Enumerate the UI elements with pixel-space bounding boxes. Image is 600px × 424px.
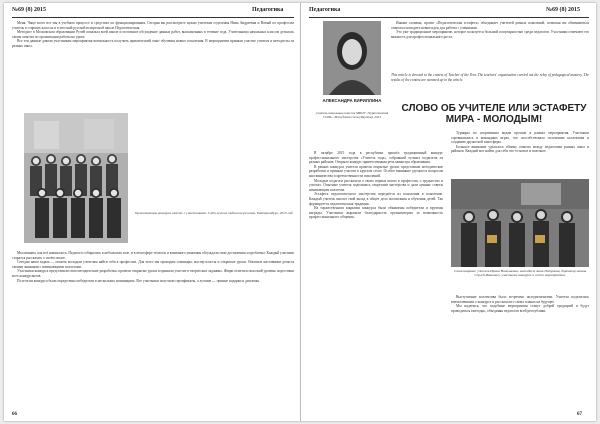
paragraph: Эстафета педагогического мастерства передаётся из поколения в поколение. Каждый учитель вносит свой вклад в общее дело воспитания и обучения детей. Так формируется педагогическая традиция. <box>309 192 443 206</box>
photo-caption: Организаторы конкурса вместе с участниками. Слёт лучших педагогов региона, Екатеринбург, 2015 год. <box>134 211 294 215</box>
paragraph: В рамках конкурса учителя провели открытые уроки, представили методические разработки и приняли участие в круглом столе. Особое внимание уделялось вопросам наставничества и преемственности поколений. <box>309 164 443 178</box>
author-photo <box>323 21 381 95</box>
author-title: учитель начальных классов МБОУ «Чурапчинская СОШ», Республика Саха (Якутия), 2015 <box>315 111 389 120</box>
article-headline: СЛОВО ОБ УЧИТЕЛЕ ИЛИ ЭСТАФЕТУ МИРА - МОЛОДЫМ! <box>401 103 587 125</box>
group-photo <box>24 113 128 243</box>
section-title: Педагогика <box>309 7 341 13</box>
paragraph: Это уже традиционное мероприятие, которое пользуется большой популярностью среди педагогов. Участники отмечают его важность для профессионального роста. <box>391 30 589 39</box>
paragraph: В октябре 2015 года в республике прошёл традиционный конкурс профессионального мастерства «Учитель года», собравший лучших педагогов из разных районов. Открыла конкурс приветственная речь министра образования. <box>309 151 443 165</box>
header-rule <box>12 17 294 18</box>
paragraph: Иными словами, проект «Педагогическая эстафета» объединяет учителей разных поколений, позволяя им обмениваться опытом и находить новые идеи для работы с учениками. <box>391 21 589 30</box>
group-photo-image <box>24 113 128 243</box>
paragraph: Методист в Московском образовании Ручей показала всей школе и поэтапное обсуждение данных работ, выполненных в течение года. Учительница начальных классов делилась своим опытом по организации работы на уроке. <box>12 30 294 39</box>
article-column-right-bottom <box>451 295 589 409</box>
article-column-left <box>309 151 443 409</box>
section-title: Педагогика <box>252 7 284 13</box>
left-page <box>4 3 300 421</box>
author-name: АЛЕКСАНДРА КИРИЛЛИНА <box>322 98 382 103</box>
paragraph: Сегодня наша задача — помочь молодым учителям найти себя в профессии. Для этого мы проводим семинары, мастер-классы и открытые уроки. Опытные наставники делятся своими знаниями с начинающими коллегами. <box>12 260 294 269</box>
right-page <box>301 3 596 421</box>
page-number: 66 <box>12 412 17 417</box>
paragraph: На торжественном закрытии конкурса были объявлены победители и вручены награды. Участники выразили благодарность организаторам за возможность профессионального общения. <box>309 206 443 220</box>
paragraph: Мы надеемся, что подобные мероприятия станут доброй традицией и будут проводиться ежегодно, объединяя педагогов всей республики. <box>451 304 589 313</box>
body-text <box>12 251 294 401</box>
paragraph: Участники конкурса представили свои методические разработки, провели открытые уроки и приняли участие в творческих заданиях. Жюри отметило высокий уровень подготовки всех конкурсантов. <box>12 269 294 278</box>
intro-text <box>391 21 589 71</box>
paragraph: Меня. Чаще всего все мы в учебном процессе и средствах их функционирования. Сегодня вы рассмотрите нужно учителям отделения Нина Андреевна и Новый по профессии учитель в старших классах и в местной русской воскресной школе Педагогическая. <box>12 21 294 30</box>
paragraph: По итогам конкурса были определены победители в нескольких номинациях. Все участники получили сертификаты, а лучшие — ценные подарки и дипломы. <box>17 278 260 283</box>
issue-number: №69 (8) 2015 <box>12 7 47 13</box>
author-portrait <box>323 21 381 95</box>
paragraph: Молодые педагоги рассказали о своих первых шагах в профессии, о трудностях и успехах. Опытные учителя поделились секретами мастерства и дали ценные советы начинающим коллегам. <box>309 178 443 192</box>
article-column-right-top <box>451 131 589 177</box>
header-rule <box>309 17 589 18</box>
magazine-spread <box>4 3 596 421</box>
english-abstract: This article is devoted to the contest of Teacher of the Year. The teachers' organisation carried out the relay of pedagogical mastery. The results of the contest are summed up in the article. <box>391 73 589 82</box>
page-number: 67 <box>577 412 582 417</box>
ceremony-photo <box>451 179 589 267</box>
photo-caption: Слева направо: учитель Ирина Николаевна, методист Анна Петровна, директор школы Сергей Иванович, участники конкурса и гости мероприятия. <box>453 269 587 278</box>
paragraph: Большое внимание уделялось обмену опытом между педагогами разных школ и районов. Каждый мог найти для себя что-то новое и полезное. <box>451 144 589 154</box>
paragraph: Мы помним, как всё начиналось. Педагоги собирались в небольшом зале, и в атмосфере теплоты и взаимного уважения обсуждали свои достижения и проблемы. Каждый участник старался рассказать о своём опыте. <box>12 251 294 260</box>
paragraph: Выступление коллектива было встречено аплодисментами. Учителя поделились впечатлениями о конкурсе и рассказали о своих планах на будущее. <box>451 295 589 304</box>
intro-text <box>12 21 294 109</box>
ceremony-photo-image <box>451 179 589 267</box>
paragraph: Все эти данные давали участникам мероприятия возможность получить практический опыт обучения нового поколения. В мероприятии приняли участие учителя и методисты из разных школ. <box>12 39 294 48</box>
issue-number: №69 (8) 2015 <box>546 7 581 13</box>
paragraph: Турниры по спортивным видам прошли в рамках мероприятия. Участники соревновались в командных играх, что способствовало сплочению коллектива и созданию дружеской атмосферы. <box>451 131 589 145</box>
